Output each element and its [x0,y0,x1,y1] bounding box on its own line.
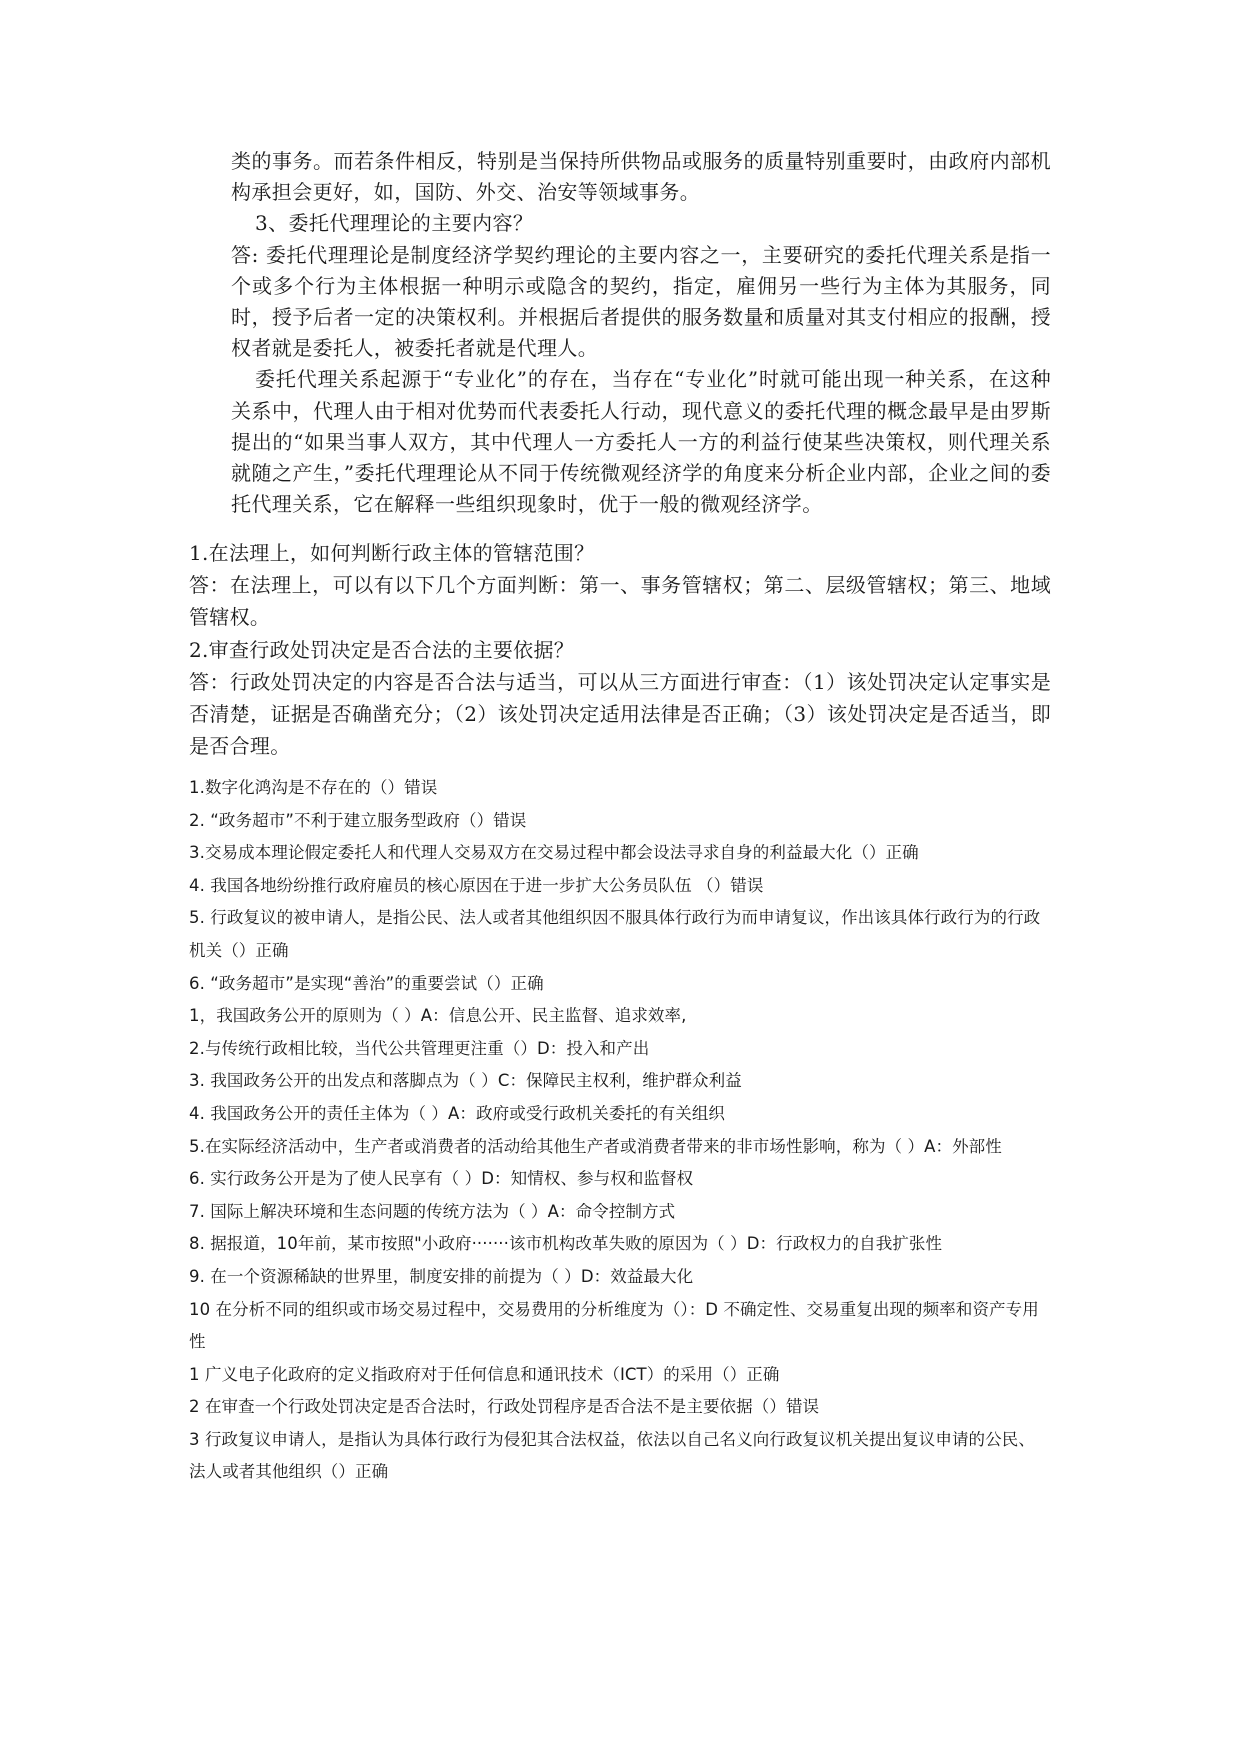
paragraph: 类的事务。而若条件相反，特别是当保持所供物品或服务的质量特别重要时，由政府内部机构承担会更好，如，国防、外交、治安等领域事务。 [231,149,1051,205]
quiz-answer-list [189,772,1051,1489]
question-heading: 1.在法理上，如何判断行政主体的管辖范围？ [189,541,595,565]
question-heading: 2.审查行政处罚决定是否合法的主要依据？ [189,637,575,662]
list-item: 9. 在一个资源稀缺的世界里，制度安排的前提为（ ）D：效益最大化 [189,1266,694,1286]
question-heading: 3、委托代理理论的主要内容？ [255,211,534,236]
list-item: 1.数字化鸿沟是不存在的（）错误 [189,778,438,797]
list-item: 1，我国政务公开的原则为（ ）A：信息公开、民主监督、追求效率, [189,1006,687,1026]
list-item: 1 广义电子化政府的定义指政府对于任何信息和通讯技术（ICT）的采用（）正确 [189,1364,780,1384]
list-item: 4. 我国政务公开的责任主体为（ ）A：政府或受行政机关委托的有关组织 [189,1103,726,1123]
list-item: 2 在审查一个行政处罚决定是否合法时，行政处罚程序是否合法不是主要依据（）错误 [189,1397,820,1417]
delegation-theory-section [231,146,1051,520]
list-item: 2.与传统行政相比较，当代公共管理更注重（）D：投入和产出 [189,1038,650,1058]
list-item: 6. 实行政务公开是为了使人民享有（ ）D：知情权、参与权和监督权 [189,1169,694,1189]
paragraph: 委托代理关系起源于“专业化”的存在，当存在“专业化”时就可能出现一种关系，在这种关系中，代理人由于相对优势而代表委托人行动，现代意义的委托代理的概念最早是由罗斯提出的“如果当事人双方，其中代理人一方委托人一方的利益行使某些决策权，则代理关系就随之产生，”委托代理理论从不同于传统微观经济学的角度来分析企业内部，企业之间的委托代理关系，它在解释一些组织现象时，优于一般的微观经济学。 [231,367,1051,517]
list-item: 3 行政复议申请人，是指认为具体行政行为侵犯其合法权益，依法以自己名义向行政复议机关提出复议申请的公民、法人或者其他组织（）正确 [189,1429,1035,1482]
list-item: 4. 我国各地纷纷推行政府雇员的核心原因在于进一步扩大公务员队伍 （）错误 [189,875,764,895]
list-item: 6. “政务超市”是实现“善治”的重要尝试（）正确 [189,973,544,993]
list-item: 5.在实际经济活动中，生产者或消费者的活动给其他生产者或消费者带来的非市场性影响，称为（ ）A：外部性 [189,1136,1002,1156]
list-item: 3.交易成本理论假定委托人和代理人交易双方在交易过程中都会设法寻求自身的利益最大化（）正确 [189,843,919,863]
list-item: 7. 国际上解决环境和生态问题的传统方法为（ ）A：命令控制方式 [189,1201,676,1221]
list-item: 2. “政务超市”不利于建立服务型政府（）错误 [189,810,527,830]
list-item: 5. 行政复议的被申请人，是指公民、法人或者其他组织因不服具体行政行为而申请复议，作出该具体行政行为的行政机关（）正确 [189,908,1041,960]
list-item: 10 在分析不同的组织或市场交易过程中，交易费用的分析维度为（）：D 不确定性、交易重复出现的频率和资产专用性 [189,1299,1039,1352]
qa-section [189,537,1051,762]
answer-paragraph: 答：行政处罚决定的内容是否合法与适当，可以从三方面进行审查：（1）该处罚决定认定事实是否清楚，证据是否确凿充分；（2）该处罚决定适用法律是否正确；（3）该处罚决定是否适当，即是否合理。 [189,669,1051,759]
list-item: 3. 我国政务公开的出发点和落脚点为（ ）C：保障民主权利，维护群众利益 [189,1071,742,1091]
list-item: 8. 据报道，10年前，某市按照"小政府·······该市机构改革失败的原因为（ ）D：行政权力的自我扩张性 [189,1234,943,1254]
answer-paragraph: 答: 委托代理理论是制度经济学契约理论的主要内容之一，主要研究的委托代理关系是指一个或多个行为主体根据一种明示或隐含的契约，指定，雇佣另一些行为主体为其服务，同时，授予后者一定的决策权利。并根据后者提供的服务数量和质量对其支付相应的报酬，授权者就是委托人，被委托者就是代理人。 [231,242,1051,361]
answer-paragraph: 答：在法理上，可以有以下几个方面判断：第一、事务管辖权；第二、层级管辖权；第三、地域管辖权。 [189,573,1051,630]
